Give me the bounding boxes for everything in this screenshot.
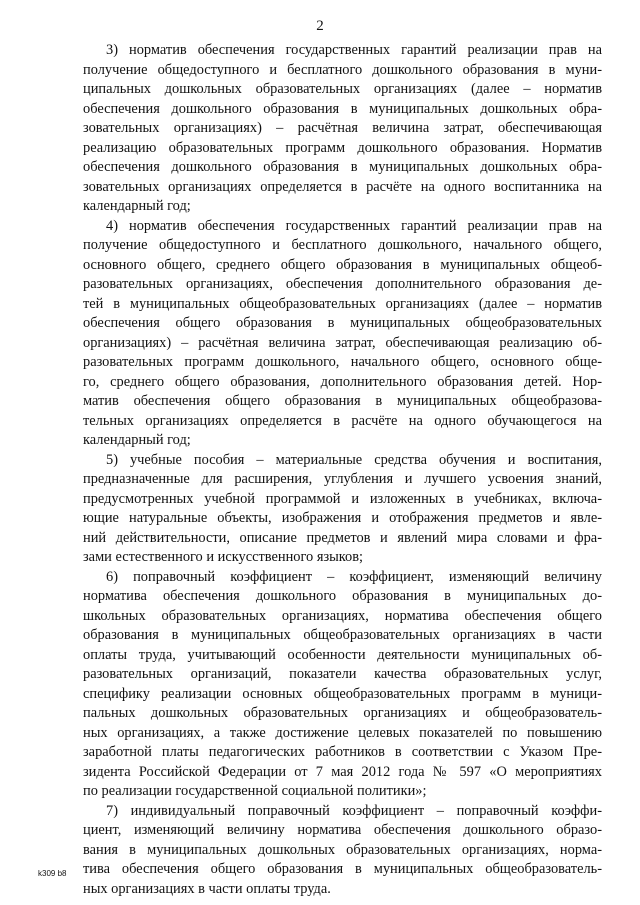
text-line: разовательных организациях, обеспечения дополнительного образования де- — [83, 276, 602, 292]
text-line: разовательных организаций, показатели качества образовательных услуг, — [83, 666, 602, 682]
text-line: матив обеспечения общего образования в муниципальных общеобразова- — [83, 393, 602, 409]
text-line: заработной платы педагогических работников в соответствии с Указом Пре- — [83, 744, 602, 760]
text-line: 3) норматив обеспечения государственных гарантий реализации прав на — [106, 42, 602, 58]
text-line: предназначенные для расширения, углубления и лучшего усвоения знаний, — [83, 471, 602, 487]
text-line: организациях) – расчётная величина затрат, обеспечивающая реализацию об- — [83, 334, 602, 351]
text-line: ний действительности, описание предметов и явлений мира словами и фра- — [83, 529, 602, 546]
text-line: предусмотренных учебной программой и изложенных в учебниках, включа- — [83, 490, 602, 507]
text-line: пальных дошкольных образовательных организациях и общеобразователь- — [83, 705, 602, 721]
text-line: получение общедоступного и бесплатного дошкольного образования в муни- — [83, 61, 602, 78]
text-line: основного общего, среднего общего образования в муниципальных общеоб- — [83, 256, 602, 273]
text-line: норматива обеспечения дошкольного образования в муниципальных до- — [83, 588, 602, 604]
document-code: k309 b8 — [38, 869, 67, 878]
text-line: зовательных организациях определяется в расчёте на одного воспитанника на — [83, 178, 602, 195]
text-line: школьных образовательных организациях, норматива обеспечения общего — [83, 607, 602, 624]
text-line: по реализации государственной социальной политики»; — [83, 783, 427, 799]
text-line: тей в муниципальных общеобразовательных организациях (далее – норматив — [83, 295, 602, 312]
text-line: обеспечения дошкольного образования в муниципальных дошкольных обра- — [83, 100, 602, 117]
text-line: 5) учебные пособия – материальные средства обучения и воспитания, — [106, 451, 602, 468]
text-line: реализацию образовательных программ дошкольного образования. Норматив — [83, 139, 602, 156]
document-body — [83, 41, 602, 899]
text-line: обеспечения дошкольного образования в муниципальных дошкольных обра- — [83, 159, 602, 175]
text-line: получение общедоступного и бесплатного дошкольного, начального общего, — [83, 237, 602, 253]
text-line: тельных организациях определяется в расчёте на одного обучающегося на — [83, 412, 602, 429]
text-line: специфику реализации основных общеобразовательных программ в муници- — [83, 685, 602, 702]
text-line: 4) норматив обеспечения государственных гарантий реализации прав на — [106, 217, 602, 234]
text-line: оплаты труда, учитывающий особенности деятельности муниципальных об- — [83, 646, 602, 663]
text-line: вания в муниципальных дошкольных образовательных организациях, норма- — [83, 841, 602, 858]
text-line: календарный год; — [83, 198, 191, 214]
text-line: ципальных дошкольных образовательных организациях (далее – норматив — [83, 81, 602, 97]
text-line: календарный год; — [83, 432, 191, 448]
text-line: зидента Российской Федерации от 7 мая 2012 года № 597 «О мероприятиях — [83, 763, 602, 780]
text-line: ющие натуральные объекты, изображения и отображения предметов и явле- — [83, 510, 602, 526]
text-line: зовательных организациях) – расчётная величина затрат, обеспечивающая — [83, 120, 602, 136]
page-number: 2 — [316, 18, 324, 34]
text-line: 6) поправочный коэффициент – коэффициент, изменяющий величину — [106, 568, 602, 585]
text-line: ных организациях, а также достижение целевых показателей по повышению — [83, 724, 602, 741]
text-line: разовательных программ дошкольного, начального общего, основного обще- — [83, 354, 602, 370]
text-line: 7) индивидуальный поправочный коэффициент – поправочный коэффи- — [106, 802, 602, 819]
text-line: зами естественного и искусственного языков; — [83, 549, 364, 565]
text-line: образования в муниципальных общеобразовательных организациях в части — [83, 627, 602, 643]
text-line: го, среднего общего образования, дополнительного образования детей. Нор- — [83, 373, 602, 390]
text-line: тива обеспечения общего образования в муниципальных общеобразователь- — [83, 861, 602, 877]
text-line: обеспечения общего образования в муниципальных общеобразовательных — [83, 315, 602, 331]
text-line: ных организациях в части оплаты труда. — [83, 880, 331, 897]
text-line: циент, изменяющий величину норматива обеспечения дошкольного образо- — [83, 822, 602, 838]
